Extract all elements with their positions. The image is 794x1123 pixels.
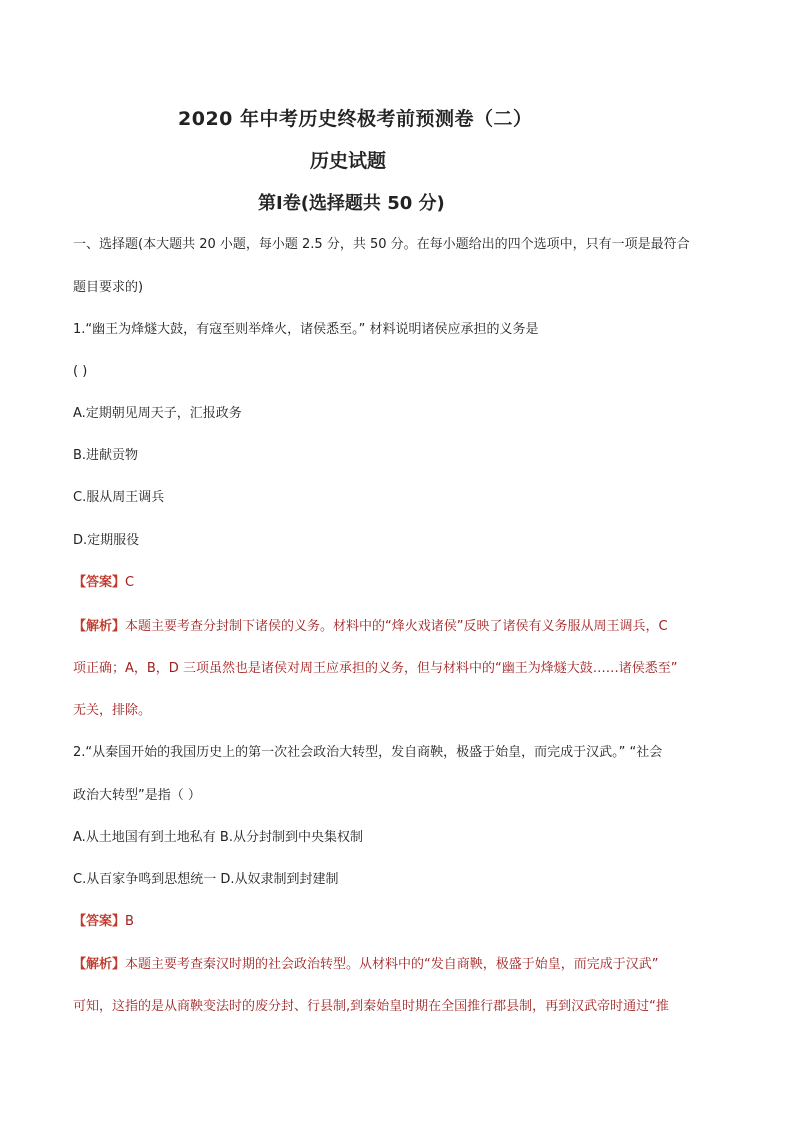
question-1-option-c: C.服从周王调兵 [73,490,165,505]
question-2-options-cd: C.从百家争鸣到思想统一 D.从奴隶制到封建制 [73,872,339,887]
answer-tag: 【答案】 [73,914,126,929]
question-1-stem: 1.“幽王为烽燧大鼓，有寇至则举烽火，诸侯悉至。” 材料说明诸侯应承担的义务是 [73,322,539,337]
question-1-option-d: D.定期服役 [73,533,140,548]
question-2-answer [73,913,134,931]
question-1-analysis-line-2: 项正确；A，B，D 三项虽然也是诸侯对周王应承担的义务，但与材料中的“幽王为烽燧大鼓……诸侯悉至” [73,661,678,676]
question-2-stem-line-2: 政治大转型”是指（ ） [73,788,201,803]
question-1-analysis-line-3: 无关，排除。 [73,703,152,718]
analysis-text: 本题主要考查秦汉时期的社会政治转型。从材料中的“发自商鞅，极盛于始皇，而完成于汉武” [125,957,659,972]
answer-value: C [125,575,135,590]
analysis-tag: 【解析】 [73,957,126,972]
instructions-line-1: 一、选择题(本大题共 20 小题，每小题 2.5 分，共 50 分。在每小题给出的四个选项中，只有一项是最符合 [73,237,690,252]
question-2-analysis-line-2: 可知，这指的是从商鞅变法时的废分封、行县制,到秦始皇时期在全国推行郡县制，再到汉武帝时通过“推 [73,999,669,1014]
question-1-blank: ( ) [73,364,88,379]
question-1-option-a: A.定期朝见周天子，汇报政务 [73,406,242,421]
analysis-text: 本题主要考查分封制下诸侯的义务。材料中的“烽火戏诸侯”反映了诸侯有义务服从周王调兵，C [125,619,668,634]
question-2-options-ab: A.从土地国有到土地私有 B.从分封制到中央集权制 [73,830,363,845]
section-heading: 第Ⅰ卷(选择题共 50 分) [258,193,445,214]
question-2-stem-line-1: 2.“从秦国开始的我国历史上的第一次社会政治大转型，发自商鞅，极盛于始皇，而完成于汉武。” “社会 [73,745,663,760]
question-2-analysis-line-1 [73,956,659,974]
question-1-analysis-line-1 [73,618,668,636]
exam-subtitle: 历史试题 [310,150,387,172]
question-1-option-b: B.进献贡物 [73,448,139,463]
exam-title: 2020 年中考历史终极考前预测卷（二） [178,108,533,130]
answer-tag: 【答案】 [73,575,126,590]
answer-value: B [125,914,134,929]
question-1-answer [73,574,134,592]
instructions-line-2: 题目要求的) [73,280,144,295]
analysis-tag: 【解析】 [73,619,126,634]
